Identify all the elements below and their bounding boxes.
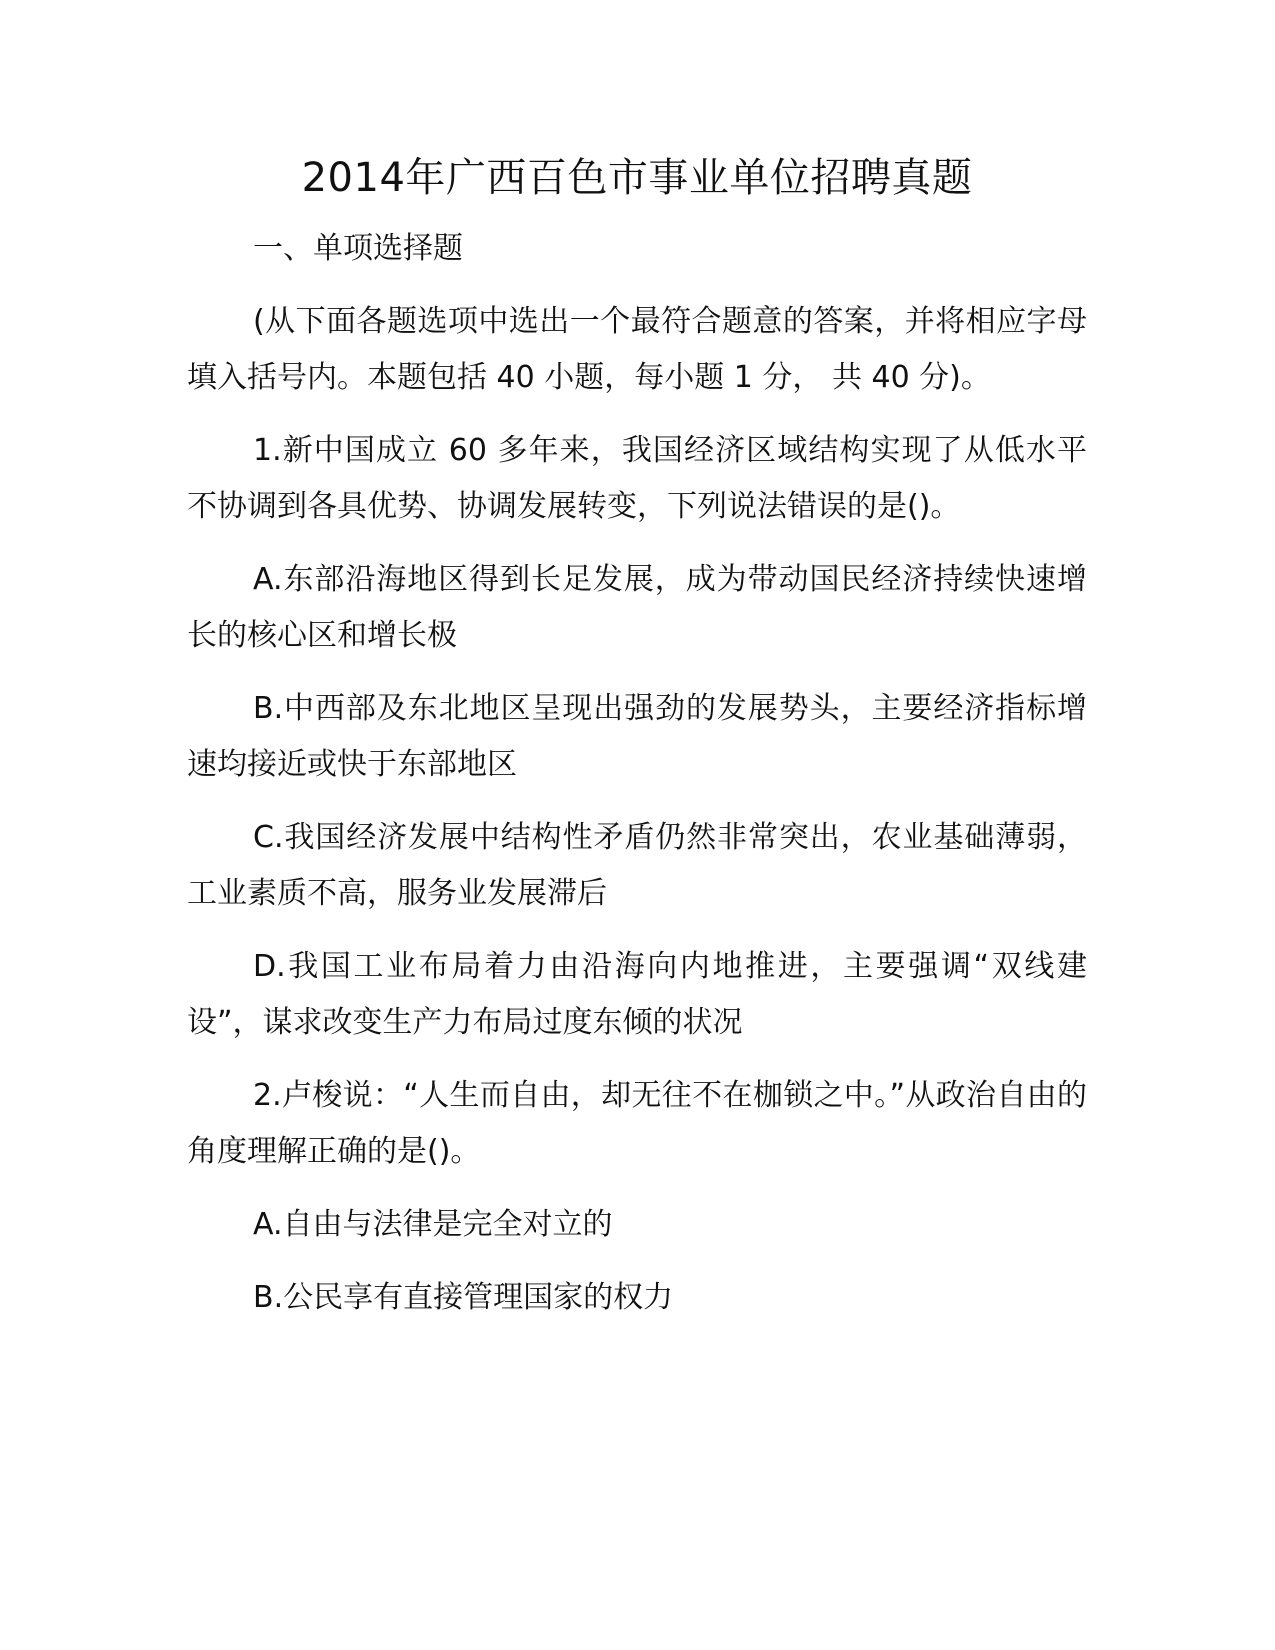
section-heading: 一、单项选择题 [253, 231, 463, 266]
question-2 [187, 1068, 1087, 1326]
question-option-b: B.公民享有直接管理国家的权力 [253, 1280, 674, 1315]
document-title: 2014年广西百色市事业单位招聘真题 [301, 155, 973, 201]
question-stem: 1.新中国成立 60 多年来，我国经济区域结构实现了从低水平不协调到各具优势、协调发展转变，下列说法错误的是()。 [187, 433, 1087, 524]
question-option-a: A.东部沿海地区得到长足发展，成为带动国民经济持续快速增长的核心区和增长极 [187, 562, 1087, 653]
question-option-b: B.中西部及东北地区呈现出强劲的发展势头，主要经济指标增速均接近或快于东部地区 [187, 691, 1087, 782]
question-stem: 2.卢梭说：“人生而自由，却无往不在枷锁之中。”从政治自由的角度理解正确的是()。 [187, 1078, 1087, 1169]
question-option-c: C.我国经济发展中结构性矛盾仍然非常突出，农业基础薄弱，工业素质不高，服务业发展滞后 [187, 820, 1087, 911]
question-option-d: D.我国工业布局着力由沿海向内地推进，主要强调“双线建设”，谋求改变生产力布局过度东倾的状况 [187, 949, 1087, 1040]
question-option-a: A.自由与法律是完全对立的 [253, 1207, 613, 1242]
document-body [187, 148, 1087, 1326]
question-1 [187, 423, 1087, 1051]
instructions-paragraph: (从下面各题选项中选出一个最符合题意的答案，并将相应字母填入括号内。本题包括 40 小题，每小题 1 分， 共 40 分)。 [187, 304, 1087, 395]
